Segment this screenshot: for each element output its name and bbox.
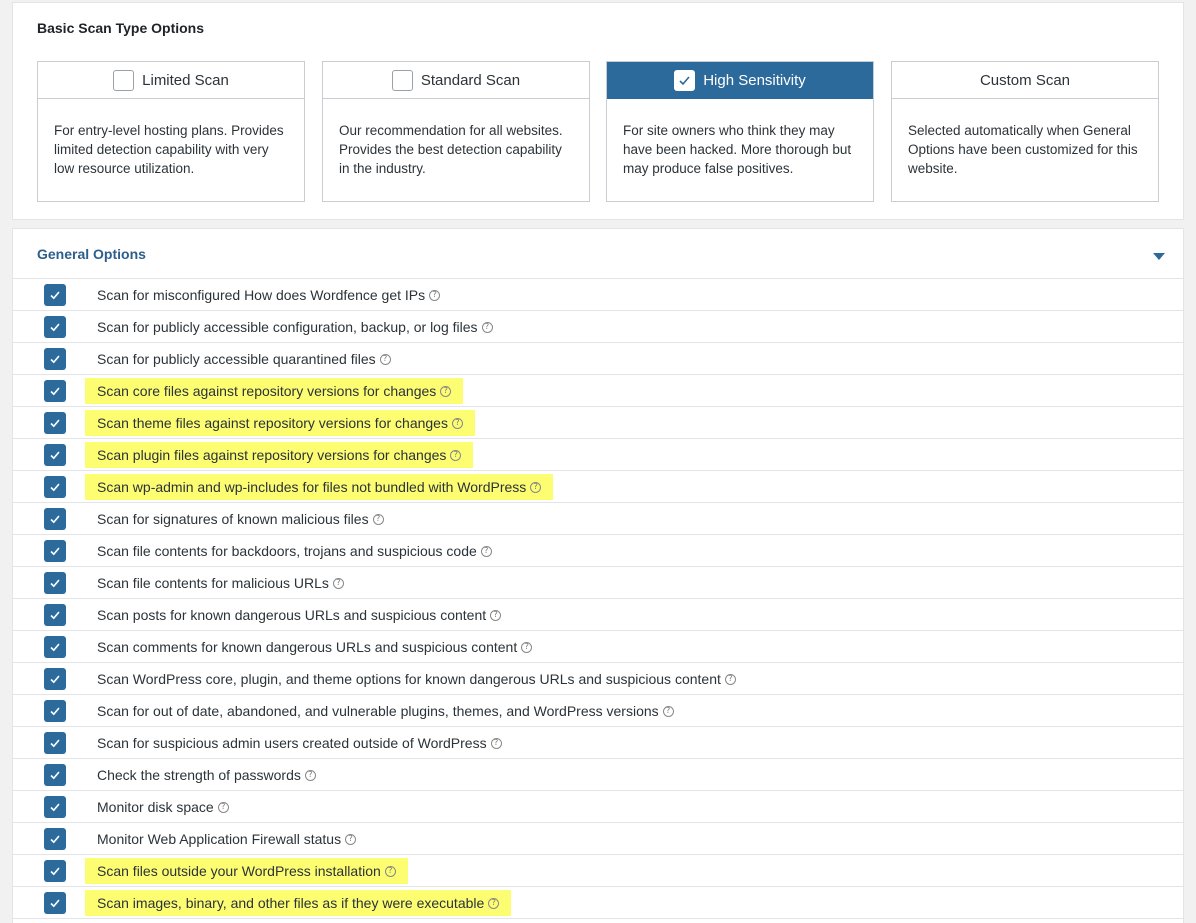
checkmark-icon	[49, 513, 61, 525]
question-circle-icon[interactable]: ?	[488, 898, 499, 909]
scan-card-custom[interactable]	[891, 61, 1159, 202]
option-checkbox[interactable]	[44, 604, 66, 626]
option-label	[97, 666, 736, 692]
option-row	[13, 343, 1183, 375]
option-label	[97, 314, 493, 340]
checkbox-icon[interactable]	[392, 70, 413, 91]
option-checkbox[interactable]	[44, 572, 66, 594]
option-checkbox[interactable]	[44, 636, 66, 658]
checkbox-icon[interactable]	[113, 70, 134, 91]
option-row	[13, 567, 1183, 599]
question-circle-icon[interactable]: ?	[663, 706, 674, 717]
option-label	[85, 890, 511, 916]
card-description: For site owners who think they may have been hacked. More thorough but may produce false positives.	[623, 123, 852, 176]
checkmark-icon	[49, 321, 61, 333]
caret-down-icon[interactable]	[1153, 253, 1165, 260]
card-label: High Sensitivity	[703, 71, 806, 89]
card-label: Custom Scan	[979, 71, 1071, 89]
option-row	[13, 375, 1183, 407]
option-label	[85, 474, 553, 500]
question-circle-icon[interactable]: ?	[333, 578, 344, 589]
option-row	[13, 631, 1183, 663]
option-row	[13, 759, 1183, 791]
option-label-text: Monitor disk space	[97, 799, 214, 815]
question-circle-icon[interactable]: ?	[440, 386, 451, 397]
option-checkbox[interactable]	[44, 796, 66, 818]
option-row	[13, 407, 1183, 439]
question-circle-icon[interactable]: ?	[373, 514, 384, 525]
general-options-header[interactable]	[13, 229, 1183, 279]
checkmark-icon	[49, 833, 61, 845]
checkmark-icon	[49, 481, 61, 493]
question-circle-icon[interactable]: ?	[530, 482, 541, 493]
question-circle-icon[interactable]: ?	[218, 802, 229, 813]
option-checkbox[interactable]	[44, 284, 66, 306]
option-row	[13, 599, 1183, 631]
question-circle-icon[interactable]: ?	[450, 450, 461, 461]
option-label	[97, 730, 502, 756]
option-label-text: Scan posts for known dangerous URLs and suspicious content	[97, 607, 487, 623]
options-list	[13, 279, 1183, 919]
option-checkbox[interactable]	[44, 828, 66, 850]
option-checkbox[interactable]	[44, 508, 66, 530]
option-label	[97, 698, 674, 724]
question-circle-icon[interactable]: ?	[521, 642, 532, 653]
question-circle-icon[interactable]: ?	[305, 770, 316, 781]
card-label: Limited Scan	[142, 71, 229, 89]
option-checkbox[interactable]	[44, 860, 66, 882]
checkmark-icon	[49, 609, 61, 621]
card-description: For entry-level hosting plans. Provides limited detection capability with very low resource utilization.	[54, 123, 284, 176]
option-checkbox[interactable]	[44, 444, 66, 466]
option-row	[13, 855, 1183, 887]
question-circle-icon[interactable]: ?	[385, 866, 396, 877]
option-label-text: Scan file contents for backdoors, trojans and suspicious code	[97, 543, 477, 559]
option-label	[97, 570, 344, 596]
option-label-text: Monitor Web Application Firewall status	[97, 831, 342, 847]
option-label-text: Scan for suspicious admin users created outside of WordPress	[97, 735, 487, 751]
question-circle-icon[interactable]: ?	[452, 418, 463, 429]
checkmark-icon	[49, 641, 61, 653]
option-label	[97, 634, 532, 660]
question-circle-icon[interactable]: ?	[491, 738, 502, 749]
option-checkbox[interactable]	[44, 764, 66, 786]
option-label	[85, 858, 408, 884]
card-header[interactable]	[323, 62, 589, 99]
option-label-text: Scan WordPress core, plugin, and theme options for known dangerous URLs and suspicious content	[97, 671, 721, 687]
option-label	[97, 826, 356, 852]
checkmark-icon	[49, 289, 61, 301]
card-header[interactable]	[38, 62, 304, 99]
question-circle-icon[interactable]: ?	[482, 322, 493, 333]
card-description: Selected automatically when General Options have been customized for this website.	[908, 123, 1138, 176]
card-label: Standard Scan	[420, 71, 521, 89]
checkmark-icon	[49, 673, 61, 685]
question-circle-icon[interactable]: ?	[345, 834, 356, 845]
option-checkbox[interactable]	[44, 380, 66, 402]
option-checkbox[interactable]	[44, 892, 66, 914]
option-label-text: Scan wp-admin and wp-includes for files not bundled with WordPress	[97, 479, 527, 495]
question-circle-icon[interactable]: ?	[725, 674, 736, 685]
general-options-panel	[12, 228, 1184, 923]
scan-card-standard[interactable]	[322, 61, 590, 202]
option-checkbox[interactable]	[44, 700, 66, 722]
option-label-text: Scan for publicly accessible configuration, backup, or log files	[97, 319, 478, 335]
checkmark-icon[interactable]	[674, 70, 695, 91]
option-label-text: Scan theme files against repository versions for changes	[97, 415, 448, 431]
option-row	[13, 503, 1183, 535]
scan-card-limited[interactable]	[37, 61, 305, 202]
option-row	[13, 535, 1183, 567]
option-row	[13, 887, 1183, 919]
option-row	[13, 471, 1183, 503]
option-row	[13, 727, 1183, 759]
option-row	[13, 823, 1183, 855]
card-description: Our recommendation for all websites. Provides the best detection capability in the industry.	[339, 123, 563, 176]
question-circle-icon[interactable]: ?	[490, 610, 501, 621]
option-row	[13, 279, 1183, 311]
option-checkbox[interactable]	[44, 316, 66, 338]
option-row	[13, 439, 1183, 471]
checkmark-icon	[49, 577, 61, 589]
option-checkbox[interactable]	[44, 476, 66, 498]
checkmark-icon	[49, 737, 61, 749]
question-circle-icon[interactable]: ?	[429, 290, 440, 301]
option-label-text: Scan plugin files against repository versions for changes	[97, 447, 447, 463]
option-label	[85, 410, 475, 436]
option-label	[97, 762, 316, 788]
option-label-text: Scan comments for known dangerous URLs and suspicious content	[97, 639, 518, 655]
option-label	[97, 602, 501, 628]
option-label	[85, 378, 463, 404]
basic-scan-type-panel	[12, 2, 1184, 220]
option-label	[97, 282, 440, 308]
option-checkbox[interactable]	[44, 348, 66, 370]
option-label-text: Scan for publicly accessible quarantined files	[97, 351, 376, 367]
option-checkbox[interactable]	[44, 668, 66, 690]
option-label-text: Scan file contents for malicious URLs	[97, 575, 329, 591]
question-circle-icon[interactable]: ?	[380, 354, 391, 365]
checkmark-icon	[49, 417, 61, 429]
option-label-text: Scan for signatures of known malicious files	[97, 511, 369, 527]
option-row	[13, 791, 1183, 823]
option-label-text: Scan core files against repository versions for changes	[97, 383, 437, 399]
option-label	[85, 442, 473, 468]
checkmark-icon	[49, 353, 61, 365]
option-checkbox[interactable]	[44, 412, 66, 434]
option-label	[97, 794, 229, 820]
option-checkbox[interactable]	[44, 732, 66, 754]
checkmark-icon	[49, 705, 61, 717]
checkmark-icon	[49, 385, 61, 397]
checkmark-icon	[49, 449, 61, 461]
checkmark-icon	[49, 865, 61, 877]
option-row	[13, 663, 1183, 695]
scan-card-high-sensitivity[interactable]	[606, 61, 874, 202]
option-label	[97, 346, 391, 372]
option-label	[97, 506, 384, 532]
question-circle-icon[interactable]: ?	[481, 546, 492, 557]
option-label-text: Check the strength of passwords	[97, 767, 301, 783]
checkmark-icon	[49, 897, 61, 909]
option-label	[97, 538, 492, 564]
basic-scan-type-title: Basic Scan Type Options	[37, 20, 205, 36]
checkmark-icon	[49, 769, 61, 781]
checkmark-icon	[49, 545, 61, 557]
checkmark-icon	[49, 801, 61, 813]
option-checkbox[interactable]	[44, 540, 66, 562]
card-header[interactable]	[892, 62, 1158, 99]
option-label-text: Scan images, binary, and other files as if they were executable	[97, 895, 485, 911]
option-row	[13, 695, 1183, 727]
option-row	[13, 311, 1183, 343]
general-options-title: General Options	[37, 246, 146, 262]
option-label-text: Scan files outside your WordPress installation	[97, 863, 381, 879]
option-label-text: Scan for misconfigured How does Wordfence get IPs	[97, 287, 426, 303]
card-header[interactable]	[607, 62, 873, 99]
option-label-text: Scan for out of date, abandoned, and vulnerable plugins, themes, and WordPress versions	[97, 703, 659, 719]
